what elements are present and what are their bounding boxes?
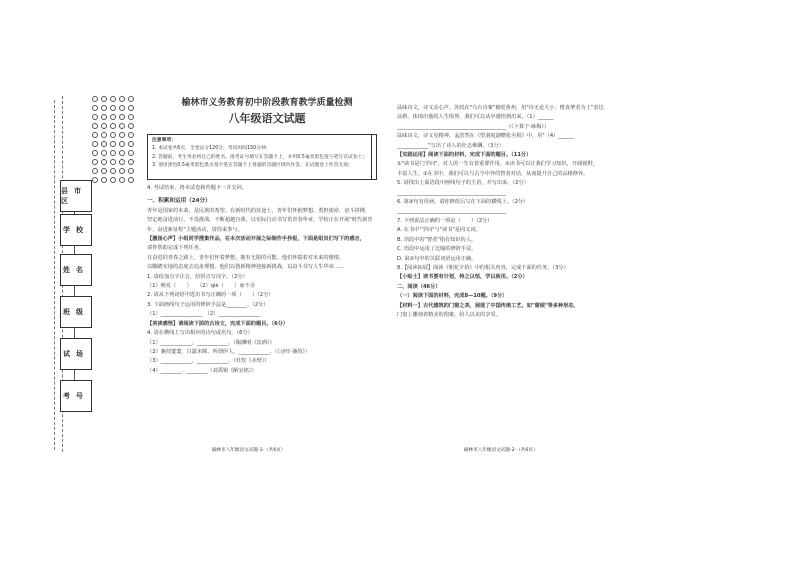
notes-box [147, 134, 377, 180]
school-box: 学校 [60, 214, 92, 246]
page-1 [147, 96, 377, 376]
text-line: 在奋进的青春之路上，青年们怀着梦想，拥有无限的可能。他们怀揣着对未来的憧憬， [147, 254, 345, 261]
text-line: 请你帮助完成下列任务。 [147, 245, 205, 252]
text-line: （3）____________，____________。（杜牧《赤壁》） [147, 358, 270, 365]
text-line: 品味诗文，诗文动心声。苏轼在"乌台诗案"被贬黄州，用"诗无论大小，惟真挚者为上"表达 [397, 105, 604, 111]
text-line: （4）________，________（刘禹锡《陋室铭》） [147, 367, 257, 374]
text-line: 4. 请在横线上写出相应的诗句或名句。（6分） [147, 330, 253, 337]
text-line: 【激扬心声】小组同学搜集作品，在本次活动开展之际制作手抄报，下面是组员们写下的感言， [147, 236, 365, 243]
name-box: 姓名 [60, 254, 92, 286]
page-2 [397, 104, 635, 320]
note-item: 4. 考试结束，将本试卷和答题卡一并交回。 [147, 185, 247, 191]
county-box: 县市区 [60, 180, 92, 212]
section-heading: 一、积累和运用（24分） [147, 198, 211, 205]
institution-title: 榆林市义务教育初中阶段教育教学质量检测 [181, 98, 353, 108]
text-line: 6. 第③句有语病，请你修改后写在下面的横线上。（2分） [397, 199, 529, 206]
text-line: 5. 请找出上面语段中画线句子的主语，并写出来。（2分） [397, 180, 529, 187]
text-line: 7. 下列说法正确的一项是（ ）（2分） [397, 217, 493, 224]
room-box: 试场 [60, 338, 92, 370]
text-line: A. 在书中"学问"与"读书"是同义词。 [397, 227, 481, 234]
barcode-area [371, 135, 376, 179]
text-line: 坚定地奋进前行，不畏挑战，不断超越自我，以实际行动书写着青春华章。学校正在开展"时代新青 [147, 217, 373, 224]
exam-title: 八年级语文试题 [228, 112, 306, 125]
text-line: 二、阅读（46分） [397, 283, 441, 290]
text-line: 品味诗文，诗文见精神。孟浩然在《望洞庭湖赠张丞相》中，用"（4）______ [397, 133, 574, 140]
text-line: 3. 下面画线句子运用的修辞手法是________。（2分） [147, 301, 269, 308]
text-line: 青年是国家的未来，是民族的希望。在新时代的征途上，青年们怀抱梦想，勇担使命，奋斗拼搏， [147, 207, 371, 214]
text-line: 【实践运用】阅读下面的材料，完成下面的题目。（11分） [397, 152, 532, 159]
text-line: D. 第②句中的关联词语运用正确。 [397, 255, 477, 262]
text-line: 8.【阅读拓展】阅读《朝花夕拾》中的相关内容，完成下面的任务。（3分） [397, 264, 569, 271]
text-line: 【小贴士】读书要有计划，持之以恒，学以致用。（2分） [397, 274, 528, 281]
text-line: 门窗上雕刻着精美的图案，给人以美的享受。 [397, 311, 501, 318]
notes-heading: 注意事项： [152, 138, 176, 143]
text-line: 年，奋进新征程"主题活动，请你来参与。 [147, 226, 243, 233]
page-1-footer: 榆林市八年级语文试题-1-（共6页） [212, 448, 286, 453]
note-item: 3. 请用黑色0.5毫米黑色墨水签字笔在答题卡上各题的答题区域内作答，在试题卷上作答无效； [152, 163, 353, 169]
text-line: （1）________________ （2）________________ [147, 311, 260, 318]
text-line: （一）阅读下面的材料，完成8—10题。（9分） [397, 293, 508, 300]
class-box: 班级 [60, 296, 92, 328]
cut-line [54, 100, 55, 450]
text-line: 品格，体现出他的人生境界。我们可以从中感悟到出来，（1）______ [397, 114, 554, 121]
text-line: 【美读感悟】请阅读下面的古诗文，完成下面的题目。（6分） [147, 320, 289, 327]
text-line: 丰富人生。③在书中，我们可以与古今中外的智者对话，从而提升自己的品格修养。 [397, 170, 589, 177]
text-line: （1）焕发（ ） （2）qiè（ ）而不舍 [147, 283, 255, 290]
binding-holes [92, 96, 144, 183]
text-line: ①"读书是门学问"，对人的一生有着重要作用。②读书可以让我们学习知识，开阔视野， [397, 161, 598, 168]
text-line: __________________________________________（《卜算子·咏梅》） [397, 123, 550, 130]
text-line: 1. 请给加点字注音，给拼音写汉字。（2分） [147, 273, 248, 280]
text-line: 以脚踏实地的态度去追求理想。他们以创新精神迎接新挑战，以奋斗书写人生华章…… [147, 264, 345, 271]
number-box: 考号 [60, 380, 92, 412]
text-line: __________________________________________ [397, 208, 506, 215]
text-line: B. 语段中的"智者"指有知识的人。 [397, 236, 477, 243]
text-line: ____________"写出了诗人的壮志难酬。（3分） [397, 142, 504, 149]
text-line: （2）蒹葭萋萋，白露未晞。所谓伊人，____________。（《诗经·蒹葭》） [147, 348, 311, 355]
text-line: 【材料一】古代建筑的门窗之美，展现了中国传统工艺，如"窗棂"等多种形态， [397, 302, 579, 309]
text-line: C. 语段中运用了比喻的修辞手法。 [397, 246, 477, 253]
text-line: __________________________________________ [397, 189, 506, 196]
note-item: 2. 答题前，考生务必将自己的姓名、准考证号填写在答题卡上，并用0.5毫米黑色签字笔写在试卷上； [152, 154, 368, 160]
page-2-footer: 榆林市八年级语文试题-2-（共6页） [464, 448, 538, 453]
note-item: 1. 本试卷共6页，全卷总分120分，考试时间150分钟； [152, 146, 271, 152]
text-line: （1）____________，____________。（陶渊明《饮酒》） [147, 339, 275, 346]
text-line: 2. 请从下列词语中选出书写正确的一项（ ）（2分） [147, 292, 274, 299]
